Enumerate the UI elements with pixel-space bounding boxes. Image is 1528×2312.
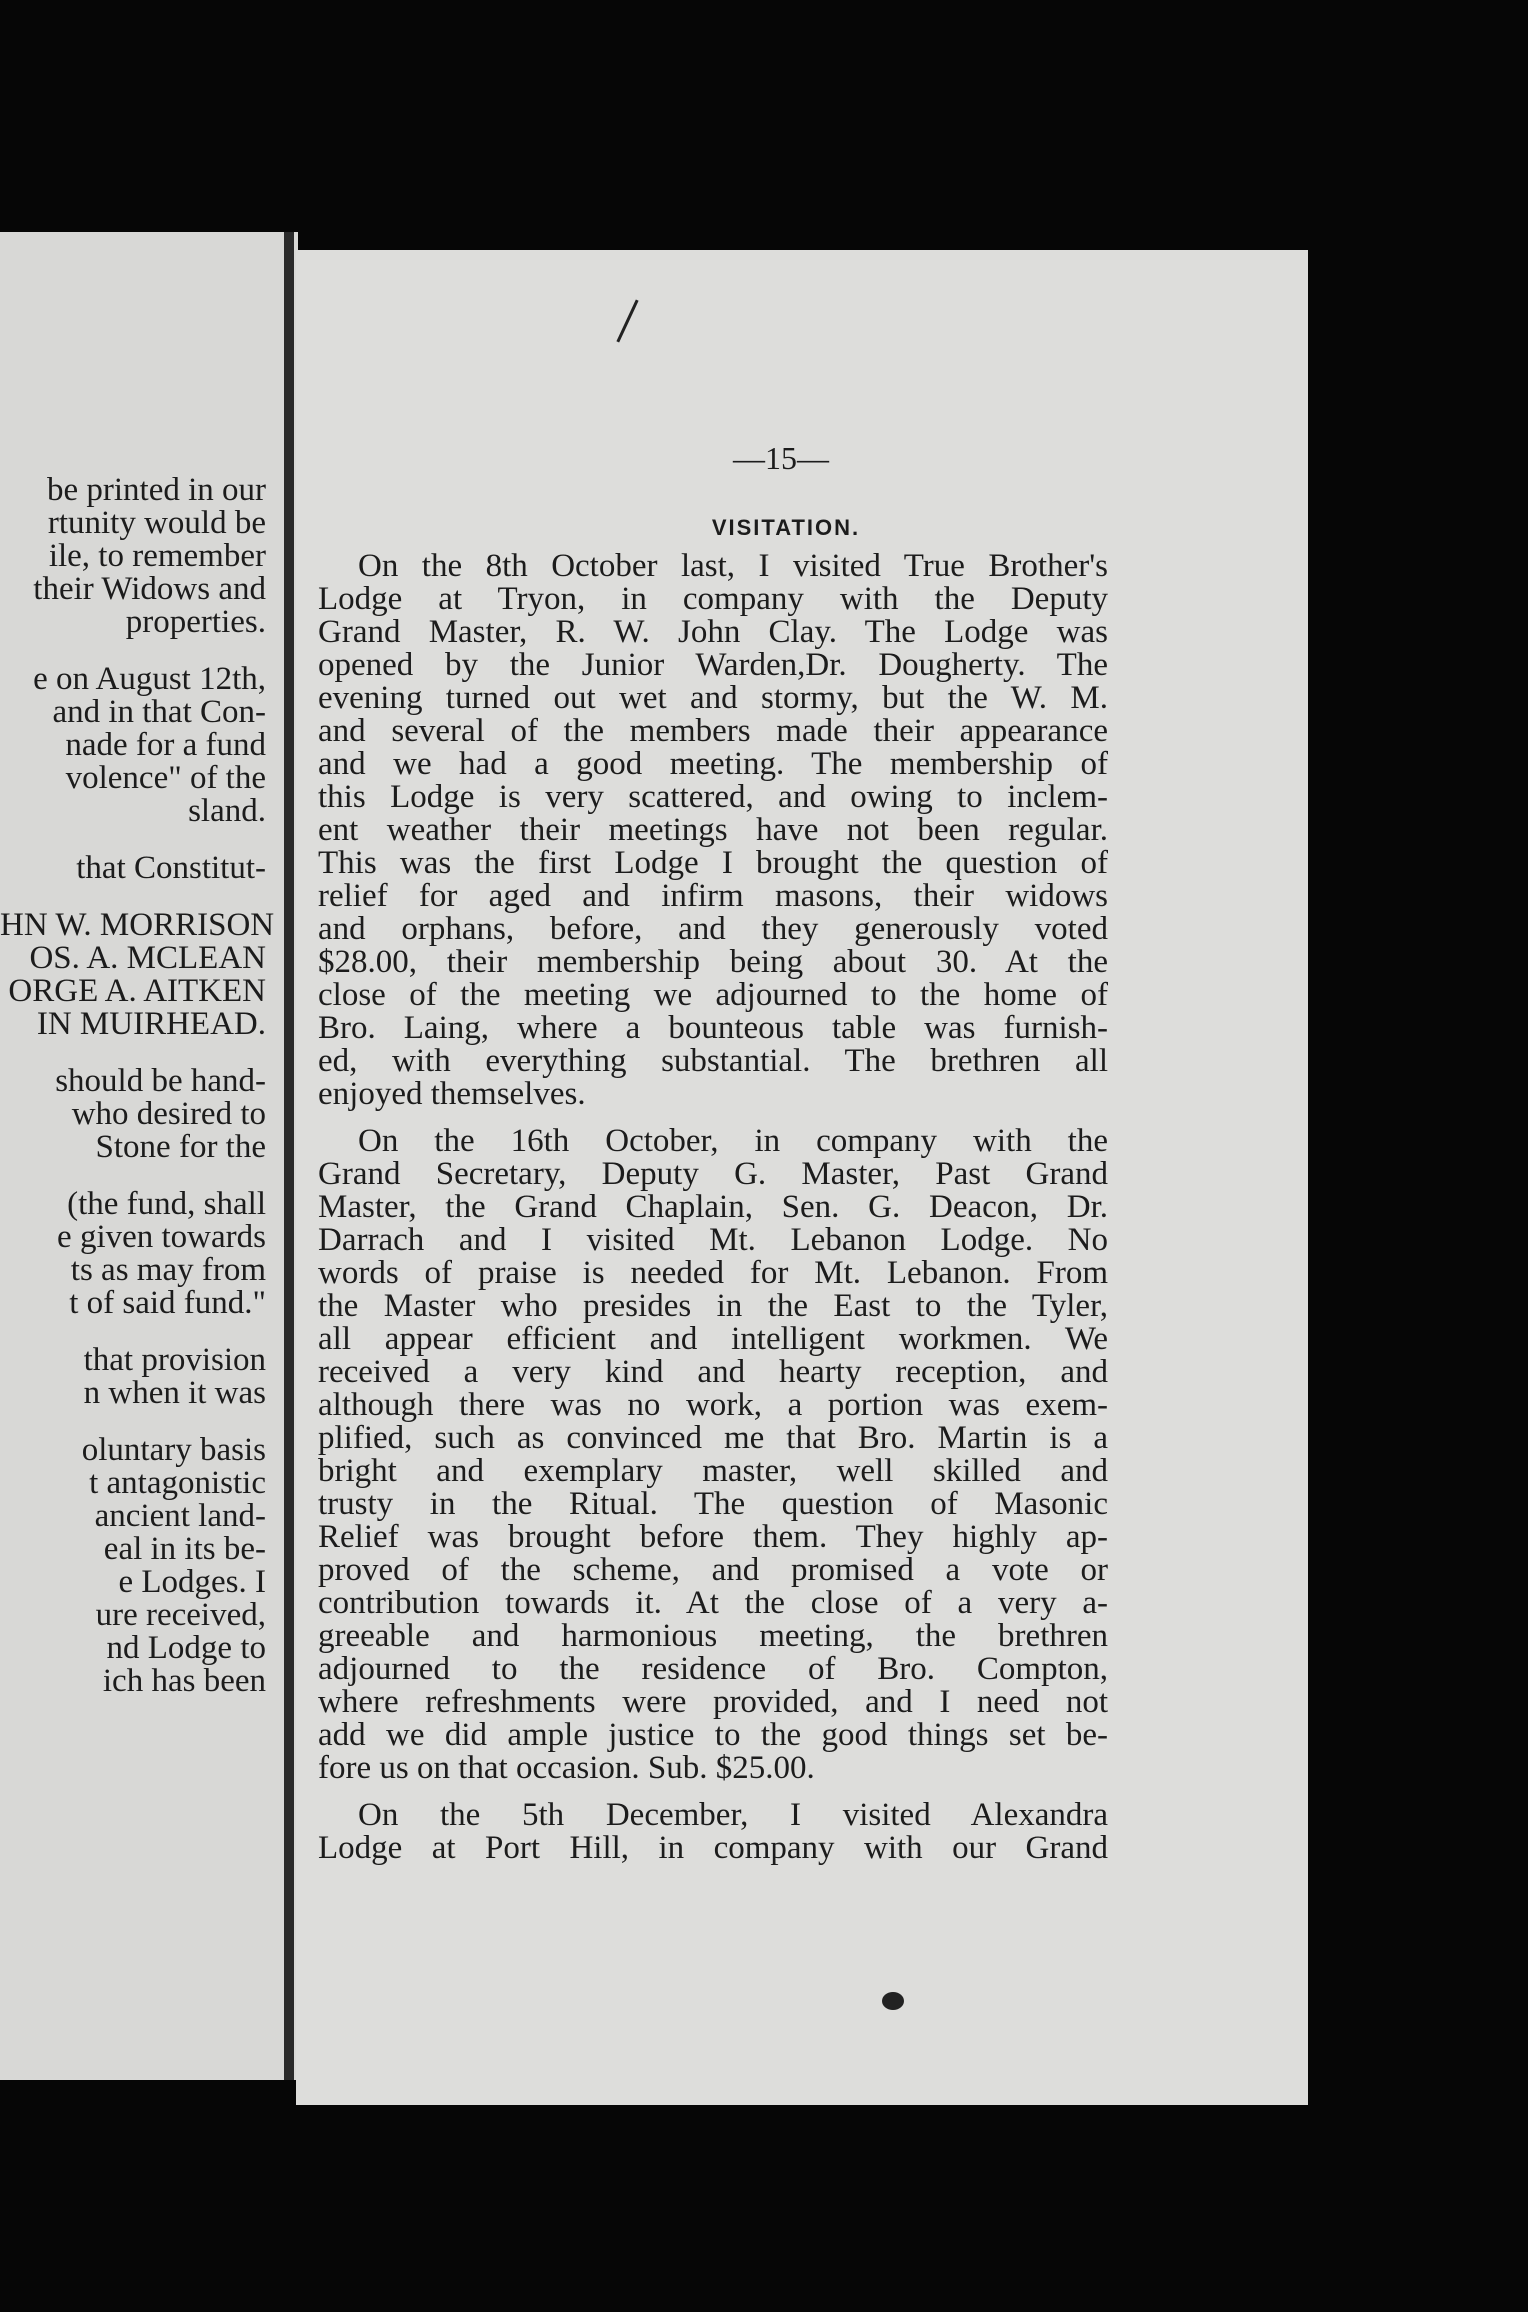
section-heading: VISITATION. bbox=[711, 515, 861, 540]
left-page bbox=[0, 232, 298, 2080]
line-gap bbox=[0, 639, 290, 663]
text-line: e on August 12th, bbox=[33, 661, 266, 697]
page-gutter bbox=[284, 232, 294, 2080]
text-line: greeable and harmonious meeting, the brethren bbox=[318, 1618, 1108, 1654]
text-line: Darrach and I visited Mt. Lebanon Lodge. No bbox=[318, 1222, 1108, 1258]
text-line: On the 8th October last, I visited True Brother's bbox=[358, 548, 1108, 584]
ink-blot bbox=[882, 1992, 904, 2010]
line-gap bbox=[0, 885, 290, 909]
text-line: This was the first Lodge I brought the question of bbox=[318, 845, 1108, 881]
text-line: ORGE A. AITKEN bbox=[8, 973, 266, 1009]
text-line: On the 16th October, in company with the bbox=[358, 1123, 1108, 1159]
text-line: volence" of the bbox=[65, 760, 266, 796]
line-gap bbox=[0, 1164, 290, 1188]
pencil-mark bbox=[616, 300, 638, 343]
paragraph bbox=[318, 1125, 1108, 1785]
text-line: fore us on that occasion. Sub. $25.00. bbox=[318, 1750, 815, 1786]
text-line: received a very kind and hearty reception, and bbox=[318, 1354, 1108, 1390]
text-line: relief for aged and infirm masons, their widows bbox=[318, 878, 1108, 914]
text-line: HN W. MORRISON bbox=[0, 907, 275, 943]
line-gap bbox=[0, 1410, 290, 1434]
text-line: $28.00, their membership being about 30. At the bbox=[318, 944, 1108, 980]
text-line: OS. A. MCLEAN bbox=[29, 940, 266, 976]
text-line: add we did ample justice to the good things set be- bbox=[318, 1717, 1108, 1753]
text-line: ich has been bbox=[102, 1663, 266, 1699]
text-line: e Lodges. I bbox=[118, 1564, 266, 1600]
text-line: where refreshments were provided, and I need not bbox=[318, 1684, 1108, 1720]
text-line: Lodge at Port Hill, in company with our Grand bbox=[318, 1830, 1108, 1866]
text-line: On the 5th December, I visited Alexandra bbox=[358, 1797, 1108, 1833]
text-line: and in that Con- bbox=[52, 694, 266, 730]
text-line: nade for a fund bbox=[65, 727, 266, 763]
text-line: oluntary basis bbox=[81, 1432, 266, 1468]
text-line: opened by the Junior Warden,Dr. Dougherty. The bbox=[318, 647, 1108, 683]
page-number: —15— bbox=[733, 440, 829, 476]
text-line: properties. bbox=[125, 604, 266, 640]
line-gap bbox=[0, 1041, 290, 1065]
text-line: and several of the members made their appearance bbox=[318, 713, 1108, 749]
text-line: ancient land- bbox=[94, 1498, 266, 1534]
text-line: close of the meeting we adjourned to the home of bbox=[318, 977, 1108, 1013]
line-gap bbox=[0, 1320, 290, 1344]
text-line: Lodge at Tryon, in company with the Deputy bbox=[318, 581, 1108, 617]
text-line: Grand Master, R. W. John Clay. The Lodge was bbox=[318, 614, 1108, 650]
line-gap bbox=[0, 828, 290, 852]
text-line: nd Lodge to bbox=[106, 1630, 266, 1666]
text-line: and we had a good meeting. The membership of bbox=[318, 746, 1108, 782]
text-line: e given towards bbox=[57, 1219, 266, 1255]
text-line: n when it was bbox=[83, 1375, 266, 1411]
text-line: enjoyed themselves. bbox=[318, 1076, 586, 1112]
paragraph bbox=[318, 550, 1108, 1111]
text-line: and orphans, before, and they generously voted bbox=[318, 911, 1108, 947]
text-line: that Constitut- bbox=[76, 850, 266, 886]
text-line: t of said fund." bbox=[69, 1285, 266, 1321]
text-line: although there was no work, a portion was exem- bbox=[318, 1387, 1108, 1423]
text-line: ed, with everything substantial. The brethren all bbox=[318, 1043, 1108, 1079]
text-line: evening turned out wet and stormy, but the W. M. bbox=[318, 680, 1108, 716]
text-line: eal in its be- bbox=[103, 1531, 266, 1567]
paragraph bbox=[318, 1799, 1108, 1865]
text-line: bright and exemplary master, well skilled and bbox=[318, 1453, 1108, 1489]
text-line: sland. bbox=[188, 793, 266, 829]
text-line: Stone for the bbox=[95, 1129, 266, 1165]
text-line: Relief was brought before them. They highly ap- bbox=[318, 1519, 1108, 1555]
text-line: words of praise is needed for Mt. Lebanon. From bbox=[318, 1255, 1108, 1291]
text-line: this Lodge is very scattered, and owing to inclem- bbox=[318, 779, 1108, 815]
article-body bbox=[318, 550, 1108, 1879]
text-line: ts as may from bbox=[70, 1252, 266, 1288]
right-page bbox=[296, 250, 1308, 2105]
text-line: ile, to remember bbox=[48, 538, 266, 574]
text-line: that provision bbox=[83, 1342, 266, 1378]
left-column-text bbox=[0, 474, 290, 1698]
text-line: Bro. Laing, where a bounteous table was furnish- bbox=[318, 1010, 1108, 1046]
text-line: be printed in our bbox=[46, 472, 266, 508]
text-line: rtunity would be bbox=[47, 505, 266, 541]
text-line: their Widows and bbox=[33, 571, 266, 607]
text-line: all appear efficient and intelligent workmen. We bbox=[318, 1321, 1108, 1357]
text-line: proved of the scheme, and promised a vote or bbox=[318, 1552, 1108, 1588]
text-line: (the fund, shall bbox=[67, 1186, 266, 1222]
text-line: who desired to bbox=[71, 1096, 266, 1132]
text-line: Grand Secretary, Deputy G. Master, Past Grand bbox=[318, 1156, 1108, 1192]
text-line: Master, the Grand Chaplain, Sen. G. Deacon, Dr. bbox=[318, 1189, 1108, 1225]
text-line: trusty in the Ritual. The question of Masonic bbox=[318, 1486, 1108, 1522]
text-line: ure received, bbox=[95, 1597, 266, 1633]
text-line: the Master who presides in the East to the Tyler, bbox=[318, 1288, 1108, 1324]
text-line: contribution towards it. At the close of a very a- bbox=[318, 1585, 1108, 1621]
text-line: ent weather their meetings have not been regular. bbox=[318, 812, 1108, 848]
text-line: adjourned to the residence of Bro. Compton, bbox=[318, 1651, 1108, 1687]
text-line: should be hand- bbox=[55, 1063, 266, 1099]
text-line: t antagonistic bbox=[89, 1465, 266, 1501]
text-line: plified, such as convinced me that Bro. Martin is a bbox=[318, 1420, 1108, 1456]
text-line: IN MUIRHEAD. bbox=[36, 1006, 266, 1042]
